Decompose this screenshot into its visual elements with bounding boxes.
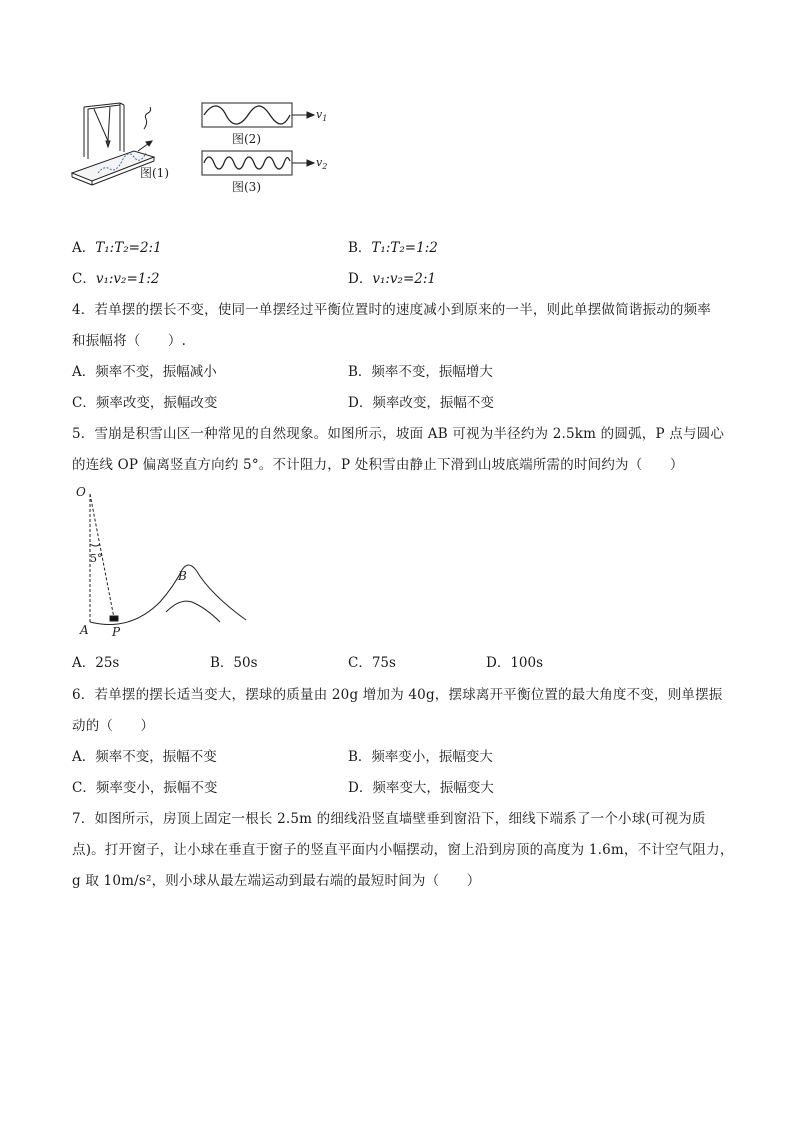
q5-stem-line1: 5．雪崩是积雪山区一种常见的自然现象。如图所示，坡面 AB 可视为半径约为 2.5km 的圆弧，P 点与圆心 bbox=[72, 426, 725, 442]
q6-stem-line2: 动的（ ） bbox=[72, 718, 155, 734]
q6-option-d[interactable]: D．频率变大，振幅变大 bbox=[348, 780, 494, 796]
q4-option-a[interactable]: A．频率不变，振幅减小 bbox=[72, 364, 217, 380]
q3-option-b[interactable]: B．T₁:T₂=1:2 bbox=[348, 240, 438, 256]
q6-option-c[interactable]: C．频率变小，振幅不变 bbox=[72, 780, 218, 796]
q6-stem-line1: 6．若单摆的摆长适当变大，摆球的质量由 20g 增加为 40g，摆球离开平衡位置的最大角度不变，则单摆振 bbox=[72, 687, 723, 703]
figure3-label: 图(3) bbox=[232, 180, 261, 194]
q6-option-a[interactable]: A．频率不变，振幅不变 bbox=[72, 749, 217, 765]
point-b-label: B bbox=[178, 569, 187, 583]
v2-label: $v_2$ bbox=[316, 156, 328, 171]
point-p-label: P bbox=[112, 625, 121, 639]
figure-avalanche-slope bbox=[70, 482, 260, 642]
q7-stem-line2: 点)。打开窗子，让小球在垂直于窗子的竖直平面内小幅摆动，窗上沿到房顶的高度为 1.6m，不计空气阻力， bbox=[72, 842, 734, 858]
q7-stem-line1: 7．如图所示，房顶上固定一根长 2.5m 的细线沿竖直墙壁垂到窗沿下，细线下端系了一个小球(可视为质 bbox=[72, 811, 706, 827]
q3-option-a[interactable]: A．T₁:T₂=2:1 bbox=[72, 240, 162, 256]
q6-option-b[interactable]: B．频率变小，振幅变大 bbox=[348, 749, 493, 765]
figure2-label: 图(2) bbox=[232, 132, 261, 146]
wave-strip-3 bbox=[202, 151, 314, 175]
q5-option-d[interactable]: D．100s bbox=[486, 655, 544, 671]
point-a-label: A bbox=[80, 623, 89, 637]
q4-option-c[interactable]: C．频率改变，振幅改变 bbox=[72, 395, 218, 411]
q7-stem-line3: g 取 10m/s²，则小球从最左端运动到最右端的最短时间为（ ） bbox=[72, 873, 481, 889]
q3-option-c[interactable]: C．v₁:v₂=1:2 bbox=[72, 271, 160, 287]
figure-pendulum-waves bbox=[62, 95, 422, 205]
angle-label: 5° bbox=[90, 552, 103, 565]
q4-stem-line1: 4．若单摆的摆长不变，使同一单摆经过平衡位置时的速度减小到原来的一半，则此单摆做简谐振动的频率 bbox=[72, 302, 711, 318]
q4-option-d[interactable]: D．频率改变，振幅不变 bbox=[348, 395, 494, 411]
wave-strip-2 bbox=[202, 103, 314, 127]
point-o-label: O bbox=[76, 485, 86, 499]
q5-option-b[interactable]: B．50s bbox=[210, 655, 258, 671]
q5-option-a[interactable]: A．25s bbox=[72, 655, 120, 671]
v1-label: $v_1$ bbox=[316, 108, 328, 123]
q4-stem-line2: 和振幅将（ ）. bbox=[72, 333, 187, 349]
figure1-label: 图(1) bbox=[140, 166, 169, 180]
q5-stem-line2: 的连线 OP 偏离竖直方向约 5°。不计阻力，P 处积雪由静止下滑到山坡底端所需的时间约为（ ） bbox=[72, 457, 684, 473]
q5-option-c[interactable]: C．75s bbox=[348, 655, 396, 671]
q3-option-d[interactable]: D．v₁:v₂=2:1 bbox=[348, 271, 436, 287]
q4-option-b[interactable]: B．频率不变，振幅增大 bbox=[348, 364, 493, 380]
